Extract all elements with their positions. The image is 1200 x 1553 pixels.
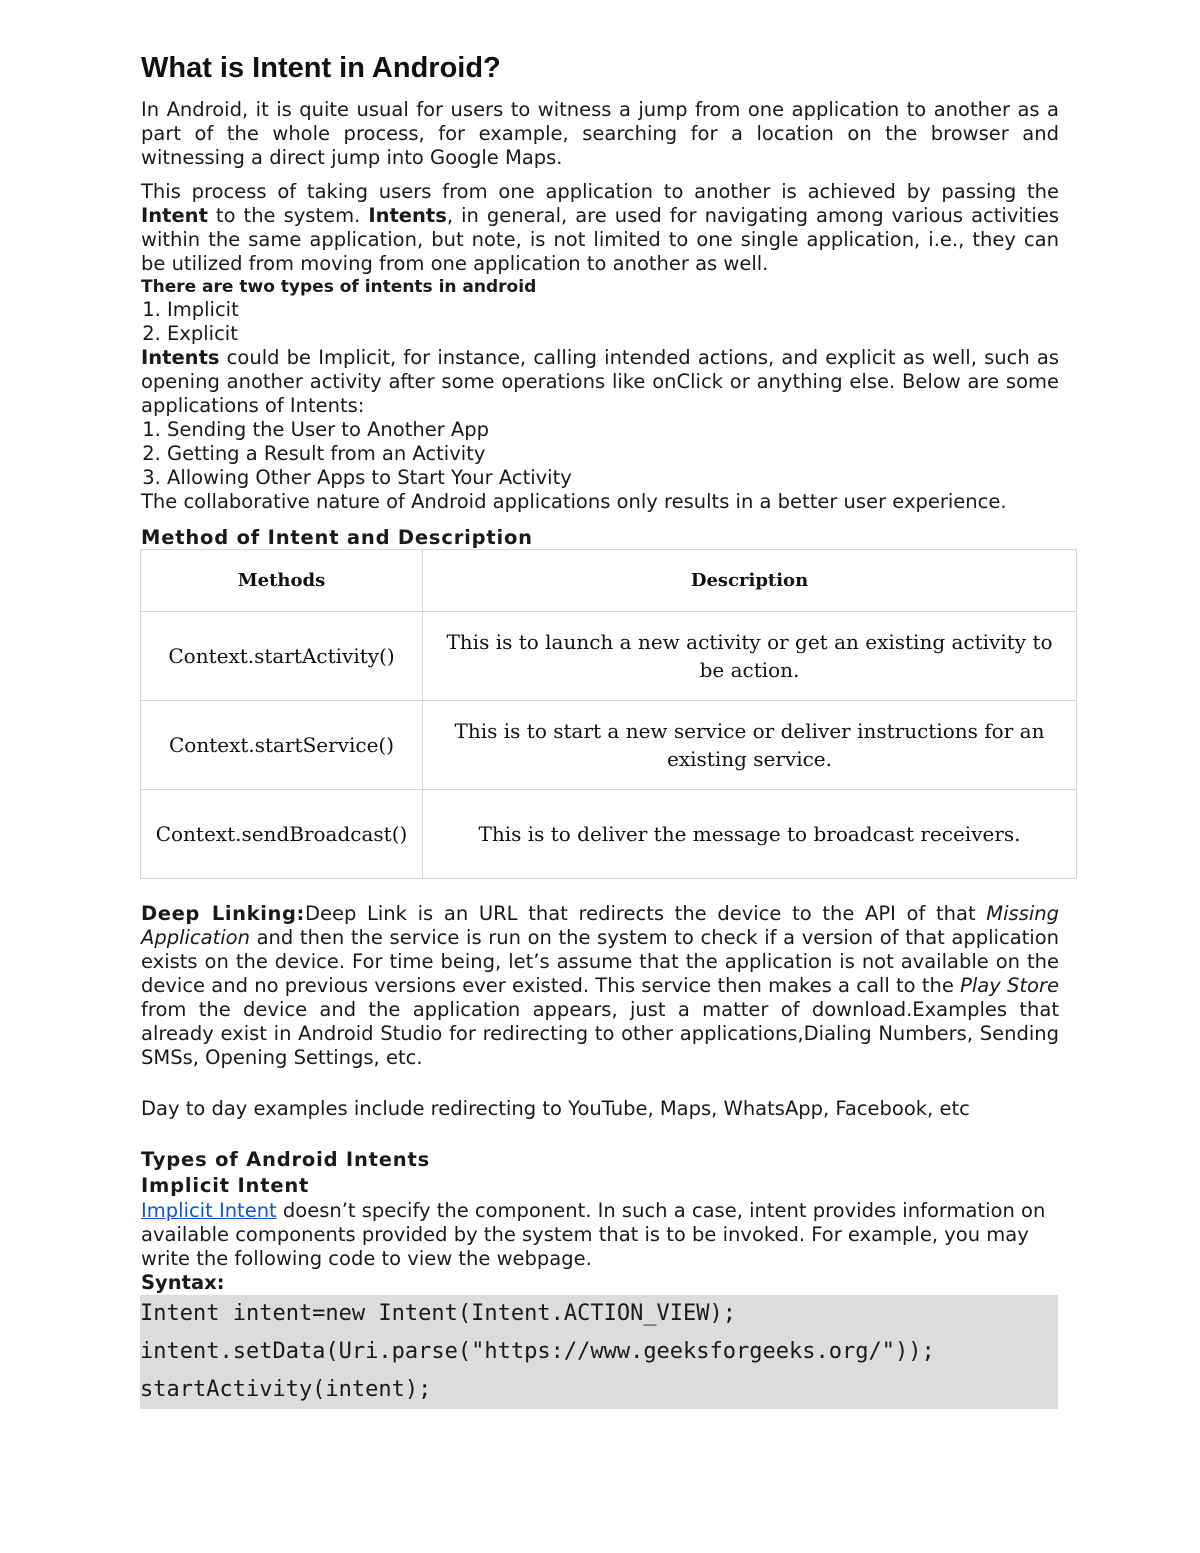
list-item: 1. Implicit — [167, 298, 1059, 322]
method-heading: Method of Intent and Description — [141, 526, 533, 549]
types-list — [141, 298, 1059, 346]
code-line: intent.setData(Uri.parse("https://www.geeksforgeeks.org/")); — [140, 1339, 935, 1364]
text-span: from the device and the application appears, just a matter of download.Examples that already exist in Android Studio for redirecting to other applications,Dialing Numbers, Sending SMSs, Opening Settings, etc. — [141, 998, 1059, 1069]
text-span: Deep Link is an URL that redirects the device to the API of that — [304, 902, 987, 925]
intro-paragraph: In Android, it is quite usual for users to witness a jump from one application to another as a part of the whole process, for example, searching for a location on the browser and witnessing a direct jump into Google Maps. — [141, 98, 1059, 169]
intent-paragraph — [141, 180, 1059, 276]
code-line: startActivity(intent); — [140, 1377, 432, 1402]
text-span: could be Implicit, for instance, calling intended actions, and explicit as well, such as opening another activity after some operations like onClick or anything else. Below are some applications of Intents: — [141, 346, 1059, 417]
day-to-day-paragraph: Day to day examples include redirecting to YouTube, Maps, WhatsApp, Facebook, etc — [141, 1097, 970, 1120]
types-heading: There are two types of intents in android — [141, 277, 537, 297]
text-span: doesn’t specify the component. In such a case, intent provides information on available components provided by the system that is to be invoked. For example, you may write the following code to view the webpage. — [141, 1199, 1046, 1270]
collab-paragraph: The collaborative nature of Android applications only results in a better user experience. — [141, 490, 1007, 513]
code-block — [140, 1295, 1058, 1409]
list-item: 2. Explicit — [167, 322, 1059, 346]
italic-term: Missing Application — [141, 902, 1060, 949]
table-row — [141, 612, 1077, 701]
method-cell: Context.sendBroadcast() — [141, 790, 423, 879]
text-span: to the system. — [207, 204, 369, 227]
implicit-paragraph — [141, 1199, 1059, 1271]
table-header-row — [141, 550, 1077, 612]
italic-term: Play Store — [960, 974, 1059, 997]
column-header-methods: Methods — [141, 550, 423, 612]
method-cell: Context.startActivity() — [141, 612, 423, 701]
description-cell: This is to deliver the message to broadcast receivers. — [423, 790, 1077, 879]
bold-term: Intents — [141, 346, 220, 369]
description-cell: This is to launch a new activity or get an existing activity to be action. — [423, 612, 1077, 701]
text-span: , in general, are used for navigating among various activities within the same application, but note, is not limited to one single application, i.e., they can be utilized from moving from one application to another as well. — [141, 204, 1059, 275]
page-title: What is Intent in Android? — [141, 52, 501, 84]
list-item: 2. Getting a Result from an Activity — [167, 442, 1059, 466]
text-span: and then the service is run on the system to check if a version of that application exists on the device. For time being, let’s assume that the application is not available on the device and no previous versions ever existed. This service then makes a call to the — [141, 926, 1059, 997]
implicit-heading: Implicit Intent — [141, 1174, 310, 1197]
description-cell: This is to start a new service or deliver instructions for an existing service. — [423, 701, 1077, 790]
applications-list — [141, 418, 1059, 490]
code-line: Intent intent=new Intent(Intent.ACTION_VIEW); — [140, 1301, 737, 1326]
document-body — [141, 48, 1059, 551]
implicit-intent-link[interactable]: Implicit Intent — [141, 1199, 277, 1222]
table-row — [141, 701, 1077, 790]
method-cell: Context.startService() — [141, 701, 423, 790]
methods-table — [140, 549, 1077, 879]
list-item: 3. Allowing Other Apps to Start Your Activity — [167, 466, 1059, 490]
syntax-label: Syntax: — [141, 1271, 225, 1294]
bold-term: Intent — [141, 204, 208, 227]
types-android-heading: Types of Android Intents — [141, 1148, 431, 1171]
text-span: This process of taking users from one application to another is achieved by passing the — [141, 180, 1059, 203]
methods-table-wrapper — [140, 549, 1077, 879]
table-row — [141, 790, 1077, 879]
list-item: 1. Sending the User to Another App — [167, 418, 1059, 442]
intents-paragraph — [141, 346, 1059, 418]
deep-linking-paragraph — [141, 902, 1059, 1070]
bold-term: Intents — [368, 204, 447, 227]
document-body-continued — [141, 902, 1059, 1409]
bold-term: Deep Linking: — [141, 902, 305, 925]
column-header-description: Description — [423, 550, 1077, 612]
